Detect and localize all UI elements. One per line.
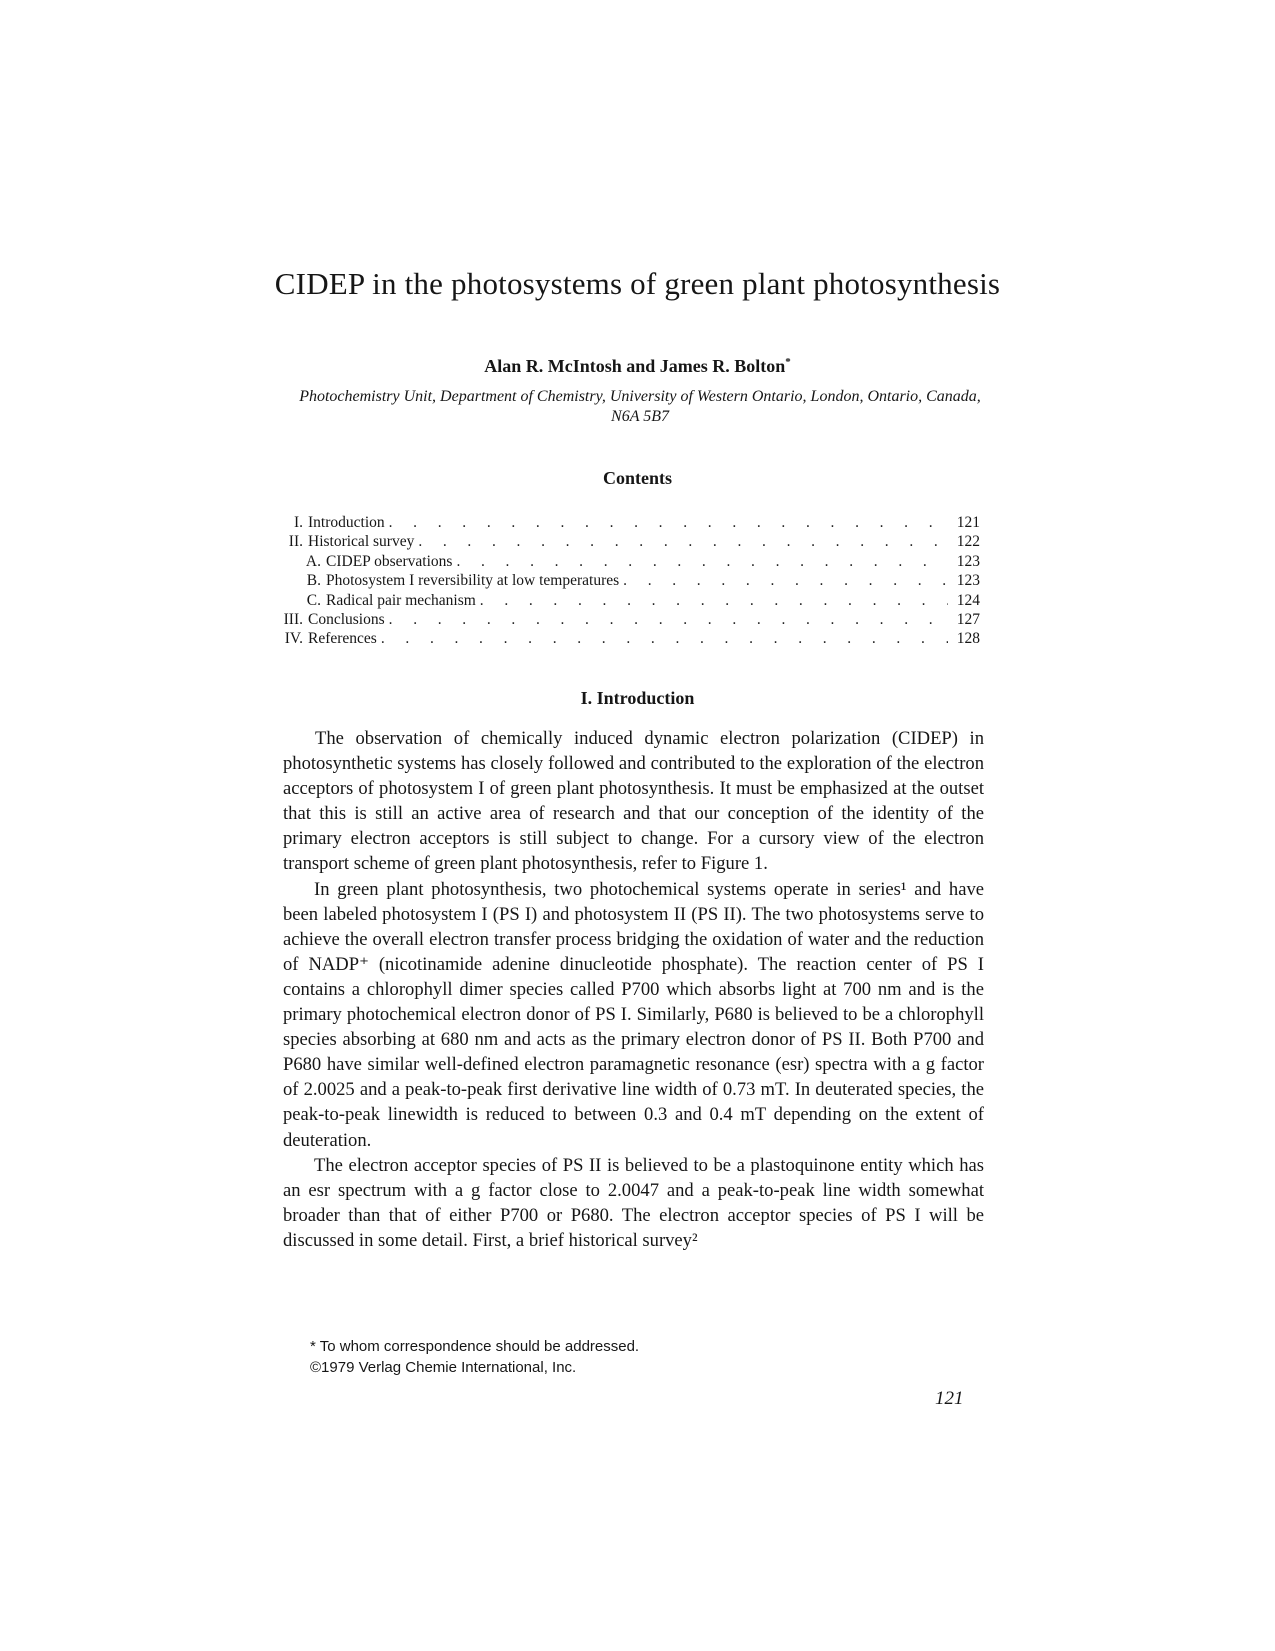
toc-subentry: [270, 553, 980, 572]
toc-number: A.: [305, 552, 321, 570]
footnote-correspondence: * To whom correspondence should be addressed.: [310, 1338, 640, 1355]
toc-label: Conclusions: [308, 610, 385, 628]
toc-leader-dots: [389, 514, 948, 532]
section-body: [283, 726, 984, 1253]
toc-entry: [270, 611, 980, 630]
body-paragraph: In green plant photosynthesis, two photochemical systems operate in series¹ and have been labeled photosystem I (PS I) and photosystem II (PS II). The two photosystems serve to achieve the overall electron transfer process bridging the oxidation of water and the reduction of NADP⁺ (nicotinamide adenine dinucleotide phosphate). The reaction center of PS I contains a chlorophyll dimer species called P700 which absorbs light at 700 nm and is the primary photochemical electron donor of PS I. Similarly, P680 is believed to be a chlorophyll species absorbing at 680 nm and acts as the primary electron donor of PS II. Both P700 and P680 have similar well-defined electron paramagnetic resonance (esr) spectra with a g factor of 2.0025 and a peak-to-peak first derivative line width of 0.73 mT. In deuterated species, the peak-to-peak linewidth is reduced to between 0.3 and 0.4 mT depending on the extent of deuteration.: [283, 878, 984, 1151]
toc-label: Radical pair mechanism: [326, 591, 476, 609]
toc-leader-dots: [381, 630, 948, 648]
toc-number: C.: [306, 591, 321, 609]
toc-entry: [270, 533, 980, 552]
toc-leader-dots: [623, 572, 948, 590]
toc-number: I.: [293, 514, 303, 531]
body-paragraph: The observation of chemically induced dynamic electron polarization (CIDEP) in photosynthetic systems has closely followed and contributed to the exploration of the electron acceptors of photosystem I of green plant photosynthesis. It must be emphasized at the outset that this is still an active area of research and that our conception of the identity of the primary electron acceptors is still subject to change. For a cursory view of the electron transport scheme of green plant photosynthesis, refer to Figure 1.: [283, 728, 984, 875]
author-line: [270, 356, 1005, 377]
toc-page-number: 128: [956, 630, 980, 648]
toc-entry: [270, 630, 980, 649]
article-title: CIDEP in the photosystems of green plant photosynthesis: [274, 266, 1001, 301]
toc-leader-dots: [389, 611, 948, 629]
section-heading: I. Introduction: [580, 688, 695, 708]
toc-label: Historical survey: [308, 533, 415, 551]
toc-page-number: 123: [956, 572, 980, 590]
toc-page-number: 127: [956, 610, 980, 628]
toc-leader-dots: [456, 553, 948, 571]
toc-label: Introduction: [308, 514, 385, 531]
author-names: Alan R. McIntosh and James R. Bolton: [484, 356, 786, 376]
toc-number: III.: [283, 610, 303, 628]
footnotes: [310, 1336, 639, 1378]
footnote-copyright: ©1979 Verlag Chemie International, Inc.: [310, 1359, 577, 1376]
toc-subentry: [270, 592, 980, 611]
toc-page-number: 123: [956, 552, 980, 570]
toc-subentry: [270, 572, 980, 591]
toc-entry: [270, 514, 980, 533]
toc-label: Photosystem I reversibility at low temperatures: [326, 572, 620, 590]
toc-leader-dots: [480, 592, 948, 610]
toc-page-number: 122: [956, 533, 980, 551]
page-number: 121: [935, 1388, 964, 1409]
toc-page-number: 121: [956, 514, 980, 531]
toc-page-number: 124: [956, 591, 980, 609]
author-affiliation: Photochemistry Unit, Department of Chemistry, University of Western Ontario, London, Ontario, Canada, N6A 5B7: [299, 388, 981, 425]
toc-leader-dots: [418, 533, 948, 551]
corresponding-author-mark: *: [785, 356, 791, 368]
contents-heading: Contents: [602, 468, 672, 488]
toc-label: CIDEP observations: [326, 552, 453, 570]
toc-number: IV.: [284, 630, 303, 648]
body-paragraph: The electron acceptor species of PS II is believed to be a plastoquinone entity which has an esr spectrum with a g factor close to 2.0047 and a peak-to-peak line width somewhat broader than that of either P700 or P680. The electron acceptor species of PS I will be discussed in some detail. First, a brief historical survey²: [283, 1154, 984, 1251]
toc-number: II.: [288, 533, 303, 551]
toc-number: B.: [306, 572, 321, 590]
table-of-contents: [270, 514, 980, 650]
toc-label: References: [308, 630, 377, 648]
